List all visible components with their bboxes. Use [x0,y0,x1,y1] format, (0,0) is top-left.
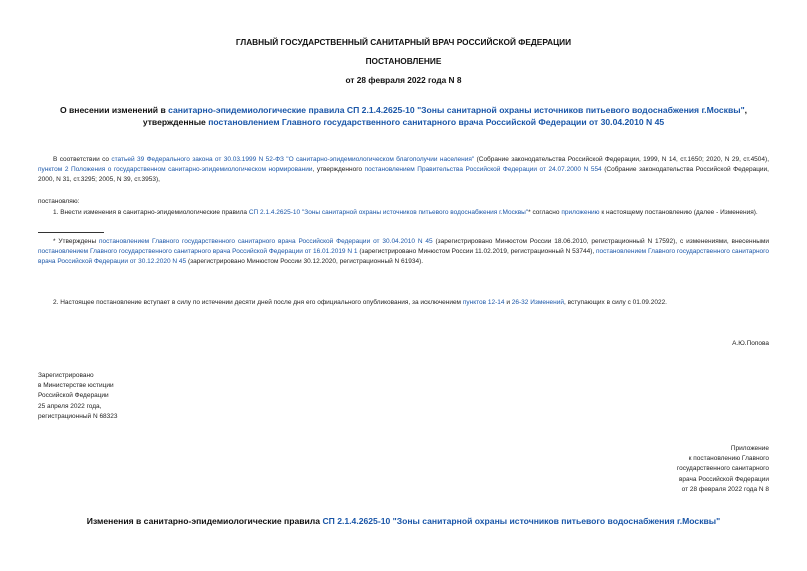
sp-rules-link[interactable]: СП 2.1.4.2625-10 "Зоны санитарной охраны источников питьевого водоснабжения г.Москвы" [248,209,529,216]
footnote-text: (зарегистрировано Минюстом России 11.02.2019, регистрационный N 53744), [357,248,597,256]
registration-line: регистрационный N 68323 [38,412,118,420]
title-text-comma: , [744,105,748,115]
footnote-divider [38,232,104,233]
registration-line: в Министерстве юстиции [38,382,114,390]
item-1-paragraph [38,208,769,218]
regulation-clause-link[interactable]: пунктом 2 Положения о государственном санитарно-эпидемиологическом нормировании [38,166,313,174]
footnote-paragraph [38,237,769,268]
appendix-block [520,444,769,495]
preamble-paragraph [38,155,769,186]
signature: А.Ю.Попова [732,340,769,347]
federal-law-link[interactable]: статьей 39 Федерального закона от 30.03.1999 N 52-ФЗ "О санитарно-эпидемиологическом благополучии населения" [111,156,475,163]
registration-line: Российской Федерации [38,392,109,400]
document-authority: ГЛАВНЫЙ ГОСУДАРСТВЕННЫЙ САНИТАРНЫЙ ВРАЧ РОССИЙСКОЙ ФЕДЕРАЦИИ [235,37,572,47]
footnote-decree-2020-link[interactable]: постановлением Главного государственного санитарного врача Российской Федерации от 30.12.2020 N 45 [38,248,770,266]
appendix-link[interactable]: приложению [561,209,600,216]
item-2-text: и [504,299,512,306]
registration-line: Зарегистрировано [38,372,94,379]
document-date-number: от 28 февраля 2022 года N 8 [345,75,462,85]
appendix-line: государственного санитарного [676,465,769,473]
appendix-line: от 28 февраля 2022 года N 8 [681,485,769,493]
footnote-text: (зарегистрировано Минюстом России 30.12.2020, регистрационный N 61934). [186,258,424,266]
footnote-decree-2019-link[interactable]: постановлением Главного государственного санитарного врача Российской Федерации от 16.01.2019 N 1 [38,248,358,256]
clauses-12-14-link[interactable]: пунктов 12-14 [462,299,505,306]
clauses-26-32-link[interactable]: 26-32 Изменений [511,299,565,306]
footnote-text: * Утверждены [53,238,100,245]
item-2-paragraph [38,298,769,308]
government-decree-link[interactable]: постановлением Правительства Российской Федерации от 24.07.2000 N 554 [364,166,602,174]
title-text: О внесении изменений в [59,105,169,115]
item-1-text: 1. Внести изменения в санитарно-эпидемиологические правила [53,209,249,216]
footnote-decree-2010-link[interactable]: постановлением Главного государственного санитарного врача Российской Федерации от 30.04.2010 N 45 [99,238,433,245]
decree-word: постановляю: [38,198,80,205]
item-2-text: 2. Настоящее постановление вступает в силу по истечении десяти дней после дня его официального опубликования, за исключением [53,299,463,306]
item-1-text: к настоящему постановлению (далее - Изменения). [599,209,758,216]
appendix-line: к постановлению Главного [688,455,769,463]
item-1-text: * согласно [528,209,562,216]
title-decree-link[interactable]: постановлением Главного государственного санитарного врача Российской Федерации от 30.04.2010 N 45 [208,117,665,127]
preamble-text: , утвержденного [312,166,365,174]
changes-title-rules-link[interactable]: СП 2.1.4.2625-10 "Зоны санитарной охраны источников питьевого водоснабжения г.Москвы" [322,516,721,526]
appendix-line: Приложение [730,445,769,452]
preamble-text: В соответствии со [53,156,112,163]
preamble-text: (Собрание законодательства Российской Федерации, 1999, N 14, ст.1650; 2020, N 29, ст.4504), [474,156,769,163]
registration-line: 25 апреля 2022 года, [38,402,102,410]
item-2-text: , вступающих в силу с 01.09.2022. [564,299,667,306]
changes-title [20,515,787,527]
appendix-line: врача Российской Федерации [678,475,769,483]
registration-block [38,371,238,422]
document-title [20,104,787,128]
title-text-approved: утвержденные [142,117,209,127]
title-rules-link[interactable]: санитарно-эпидемиологические правила СП 2.1.4.2625-10 "Зоны санитарной охраны источников питьевого водоснабжения г.Москвы" [168,105,745,115]
changes-title-text: Изменения в санитарно-эпидемиологические правила [86,516,323,526]
preamble-text: (Собрание законодательства Российской Федерации, 2000, N 31, ст.3295; 2005, N 39, ст.3953), [38,166,769,184]
document-type: ПОСТАНОВЛЕНИЕ [365,56,442,66]
footnote-text: (зарегистрировано Минюстом России 18.06.2010, регистрационный N 17592), с изменениями, внесенными [432,238,769,245]
